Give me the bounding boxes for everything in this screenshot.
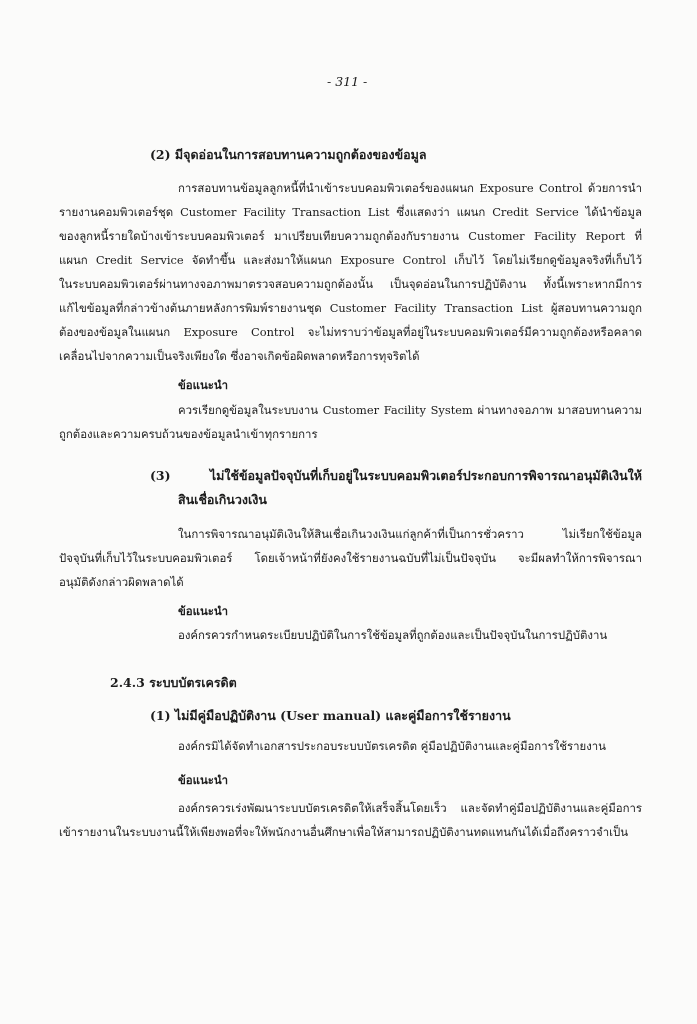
section-2-line-3: ของลูกหนี้รายใดบ้างเข้าระบบคอมพิวเตอร์ มาเปรียบเทียบความถูกต้องกับรายงาน Customer Facility Report ที่ (59, 229, 642, 243)
subsection-1-heading: (1) ไม่มีคู่มือปฏิบัติงาน (User manual) และคู่มือการใช้รายงาน (150, 708, 511, 723)
section-2-line-2: รายงานคอมพิวเตอร์ชุด Customer Facility Transaction List ซึ่งแสดงว่า แผนก Credit Service ได้นำข้อมูล (59, 205, 642, 219)
section-3-line-2: ปัจจุบันที่เก็บไว้ในระบบคอมพิวเตอร์ โดยเจ้าหน้าที่ยังคงใช้รายงานฉบับที่ไม่เป็นปัจจุบัน จะมีผลทำให้การพิจารณา (59, 551, 642, 565)
section-2-4-3-heading: 2.4.3 ระบบบัตรเครดิต (110, 675, 237, 690)
section-2-line-5: ในระบบคอมพิวเตอร์ผ่านทางจอภาพมาตรวจสอบความถูกต้องนั้น เป็นจุดอ่อนในการปฏิบัติงาน ทั้งนี้เพราะหากมีการ (59, 277, 642, 291)
section-3-heading-line-2: สินเชื่อเกินวงเงิน (178, 492, 267, 507)
section-2-recommendation-line-2: ถูกต้องและความครบถ้วนของข้อมูลนำเข้าทุกรายการ (59, 427, 318, 441)
section-3-recommendation-line-1: องค์กรควรกำหนดระเบียบปฏิบัติในการใช้ข้อมูลที่ถูกต้องและเป็นปัจจุบันในการปฏิบัติงาน (178, 628, 608, 642)
section-2-line-7: ต้องของข้อมูลในแผนก Exposure Control จะไม่ทราบว่าข้อมูลที่อยู่ในระบบคอมพิวเตอร์มีความถูกต้องหรือคลาด (59, 325, 642, 339)
section-2-recommendation-label: ข้อแนะนำ (178, 378, 229, 392)
section-2-heading: (2) มีจุดอ่อนในการสอบทานความถูกต้องของข้อมูล (150, 147, 427, 162)
section-3-heading-line-1: (3) ไม่ใช้ข้อมูลปัจจุบันที่เก็บอยู่ในระบบคอมพิวเตอร์ประกอบการพิจารณาอนุมัติเงินให้ (150, 468, 642, 483)
subsection-1-line-1: องค์กรมิได้จัดทำเอกสารประกอบระบบบัตรเครดิต คู่มือปฏิบัติงานและคู่มือการใช้รายงาน (178, 739, 606, 753)
section-2-line-6: แก้ไขข้อมูลที่กล่าวข้างต้นภายหลังการพิมพ์รายงานชุด Customer Facility Transaction List ผู้สอบทานความถูก (59, 301, 642, 315)
section-2-recommendation-line-1: ควรเรียกดูข้อมูลในระบบงาน Customer Facility System ผ่านทางจอภาพ มาสอบทานความ (178, 403, 642, 417)
section-3-line-1: ในการพิจารณาอนุมัติเงินให้สินเชื่อเกินวงเงินแก่ลูกค้าที่เป็นการชั่วคราว ไม่เรียกใช้ข้อมูล (178, 527, 642, 541)
section-2-line-1: การสอบทานข้อมูลลูกหนี้ที่นำเข้าระบบคอมพิวเตอร์ของแผนก Exposure Control ด้วยการนำ (178, 181, 642, 195)
page-number: - 311 - (327, 74, 368, 89)
subsection-1-recommendation-label: ข้อแนะนำ (178, 773, 229, 787)
subsection-1-recommendation-line-1: องค์กรควรเร่งพัฒนาระบบบัตรเครดิตให้เสร็จสิ้นโดยเร็ว และจัดทำคู่มือปฏิบัติงานและคู่มือการ (178, 801, 642, 815)
subsection-1-recommendation-line-2: เข้ารายงานในระบบงานนี้ให้เพียงพอที่จะให้พนักงานอื่นศึกษาเพื่อให้สามารถปฏิบัติงานทดแทนกันได้เมื่อถึงคราวจำเป็น (59, 825, 629, 839)
section-3-recommendation-label: ข้อแนะนำ (178, 604, 229, 618)
section-2-line-8: เคลื่อนไปจากความเป็นจริงเพียงใด ซึ่งอาจเกิดข้อผิดพลาดหรือการทุจริตได้ (59, 349, 420, 363)
section-3-line-3: อนุมัติดังกล่าวผิดพลาดได้ (59, 575, 184, 589)
section-2-line-4: แผนก Credit Service จัดทำขึ้น และส่งมาให้แผนก Exposure Control เก็บไว้ โดยไม่เรียกดูข้อมูลจริงที่เก็บไว้ (59, 253, 642, 267)
